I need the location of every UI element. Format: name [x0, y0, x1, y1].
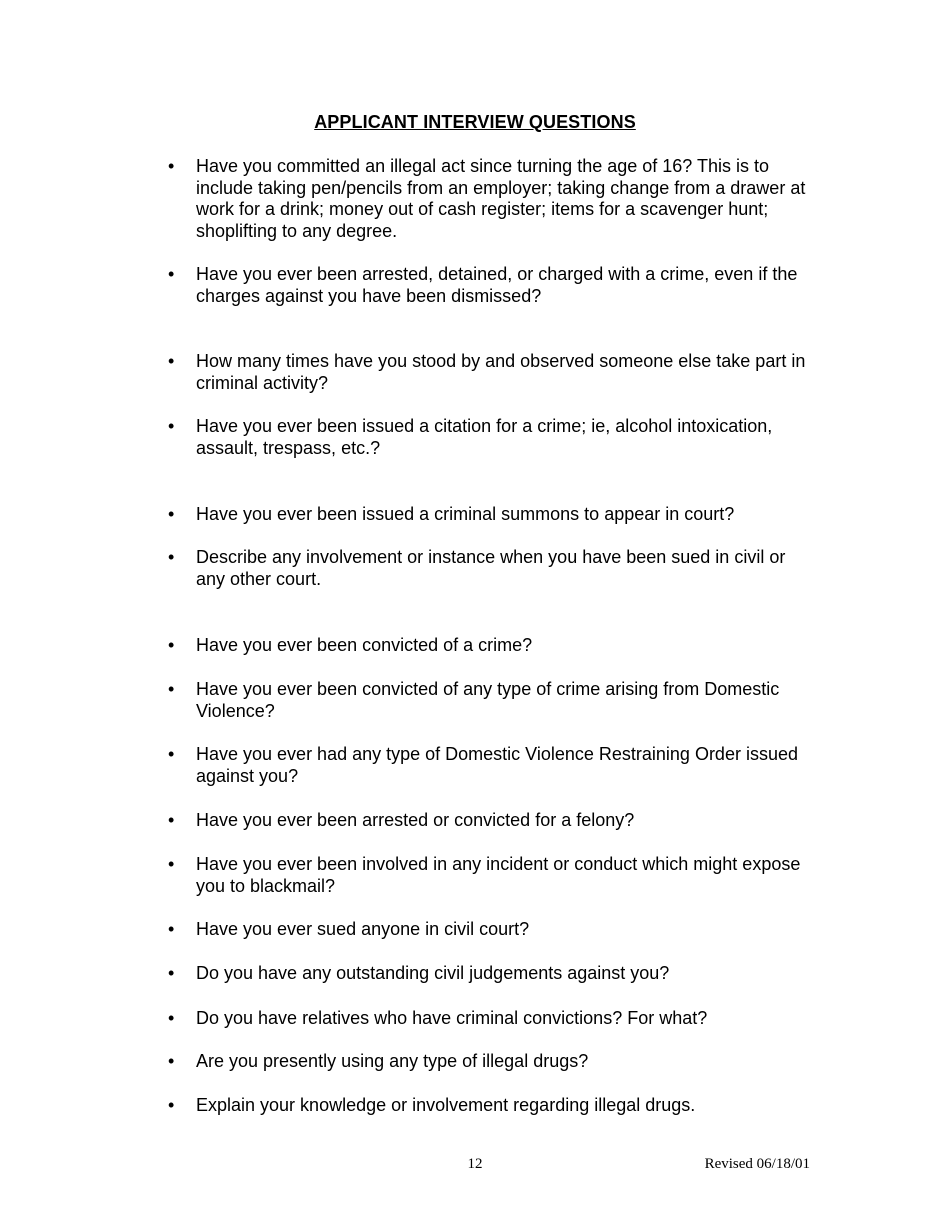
bullet-icon: •	[168, 919, 175, 939]
bullet-icon: •	[168, 744, 175, 764]
page-title: APPLICANT INTERVIEW QUESTIONS	[314, 112, 636, 132]
bullet-icon: •	[168, 679, 175, 699]
question-item-8	[168, 679, 818, 722]
question-text: Have you ever been issued a citation for a crime; ie, alcohol intoxication, assault, trespass, etc.?	[196, 416, 773, 458]
question-text: Do you have any outstanding civil judgements against you?	[196, 963, 670, 983]
question-item-12	[168, 919, 818, 941]
question-text: Do you have relatives who have criminal convictions? For what?	[196, 1008, 708, 1028]
bullet-icon: •	[168, 963, 175, 983]
question-text: Have you ever been issued a criminal summons to appear in court?	[196, 504, 735, 524]
question-text: Have you ever been convicted of a crime?	[196, 635, 533, 655]
bullet-icon: •	[168, 156, 175, 176]
bullet-icon: •	[168, 416, 175, 436]
question-item-6	[168, 547, 818, 590]
question-item-9	[168, 744, 818, 787]
question-item-14	[168, 1008, 818, 1030]
question-text: Have you ever been convicted of any type of crime arising from Domestic Violence?	[196, 679, 780, 721]
question-item-2	[168, 264, 818, 307]
question-text: Have you ever had any type of Domestic Violence Restraining Order issued against you?	[196, 744, 798, 786]
revision-date: Revised 06/18/01	[704, 1156, 810, 1172]
question-item-5	[168, 504, 818, 526]
page-number: 12	[467, 1156, 483, 1172]
bullet-icon: •	[168, 547, 175, 567]
bullet-icon: •	[168, 351, 175, 371]
bullet-icon: •	[168, 264, 175, 284]
question-text: Explain your knowledge or involvement regarding illegal drugs.	[196, 1095, 696, 1115]
question-item-4	[168, 416, 818, 459]
bullet-icon: •	[168, 810, 175, 830]
question-text: Are you presently using any type of illegal drugs?	[196, 1051, 589, 1071]
question-text: Have you ever been arrested or convicted for a felony?	[196, 810, 635, 830]
question-text: Have you committed an illegal act since turning the age of 16? This is to include taking pen/pencils from an employer; taking change from a drawer at work for a drink; money out of cash register; items for a scavenger hunt; shoplifting to any degree.	[196, 156, 806, 241]
question-item-15	[168, 1051, 818, 1073]
question-text: Have you ever been arrested, detained, or charged with a crime, even if the charges against you have been dismissed?	[196, 264, 798, 306]
question-item-11	[168, 854, 818, 897]
question-item-1	[168, 156, 818, 242]
question-text: Describe any involvement or instance when you have been sued in civil or any other court.	[196, 547, 786, 589]
bullet-icon: •	[168, 504, 175, 524]
bullet-icon: •	[168, 1095, 175, 1115]
question-text: How many times have you stood by and observed someone else take part in criminal activity?	[196, 351, 806, 393]
question-item-10	[168, 810, 818, 832]
question-item-13	[168, 963, 818, 985]
question-text: Have you ever been involved in any incident or conduct which might expose you to blackmail?	[196, 854, 801, 896]
bullet-icon: •	[168, 635, 175, 655]
question-item-7	[168, 635, 818, 657]
question-item-16	[168, 1095, 818, 1117]
question-text: Have you ever sued anyone in civil court?	[196, 919, 530, 939]
question-item-3	[168, 351, 818, 394]
bullet-icon: •	[168, 1051, 175, 1071]
bullet-icon: •	[168, 1008, 175, 1028]
bullet-icon: •	[168, 854, 175, 874]
